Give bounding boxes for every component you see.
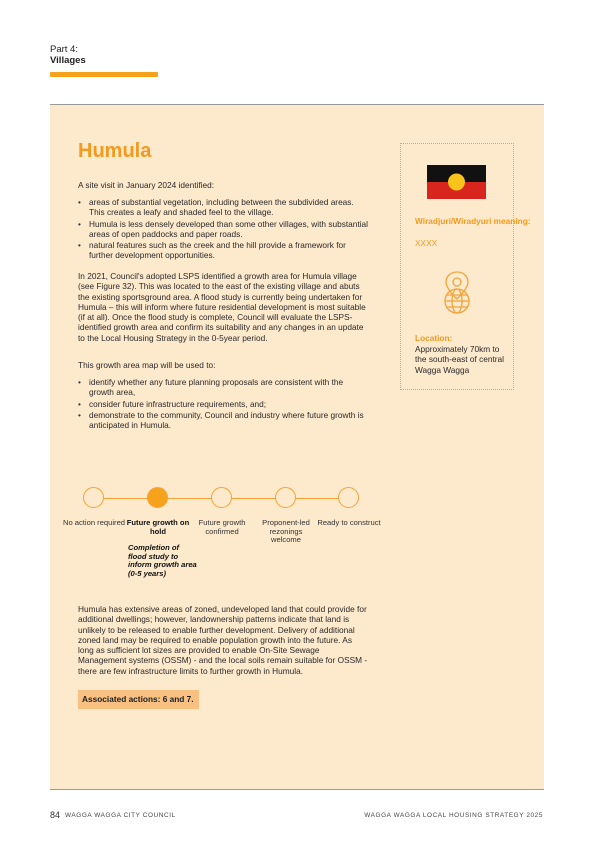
list-item: • Humula is less densely developed than some other villages, with substantial areas of open paddocks and paper roads. [78, 219, 370, 240]
list-item: • demonstrate to the community, Council and industry where future growth is anticipated in Humula. [78, 410, 370, 431]
globe-pin-icon [437, 268, 477, 318]
growth-stage-timeline [62, 484, 381, 584]
zoning-paragraph: Humula has extensive areas of zoned, undeveloped land that could provide for additional dwellings; however, landownership patterns indicate that land is unlikely to be released to enable further development. Delivery of additional zoned land may be required to enable population growth into the future. As long as sufficient lot sizes are provided to enable On-Site Sewage Management systems (OSSM) - and the local soils remain suitable for OSSM - there are few infrastructure limits to further growth in Humula. [78, 604, 368, 676]
stage-node-no-action [83, 487, 104, 508]
aboriginal-flag-icon [427, 165, 486, 199]
part-title: Villages [50, 55, 86, 66]
page-number: 84 [50, 810, 61, 820]
page-title: Humula [78, 140, 152, 162]
stage-node-rezonings [275, 487, 296, 508]
location-value: Approximately 70km to the south-east of central Wagga Wagga [415, 344, 505, 375]
footer-document-title: WAGGA WAGGA LOCAL HOUSING STRATEGY 2025 [364, 812, 543, 819]
stage-node-confirmed [211, 487, 232, 508]
stage-label: Future growth on hold [126, 518, 190, 536]
stage-label: Ready to construct [317, 518, 381, 527]
footer-council: WAGGA WAGGA CITY COUNCIL [65, 812, 176, 819]
associated-actions-badge: Associated actions: 6 and 7. [78, 690, 199, 709]
list-item: • identify whether any future planning proposals are consistent with the growth area, [78, 377, 370, 398]
part-heading [50, 44, 86, 66]
section-accent-bar [50, 72, 158, 77]
intro-text: A site visit in January 2024 identified: [78, 180, 215, 190]
meaning-value: XXXX [415, 238, 438, 248]
map-use-intro: This growth area map will be used to: [78, 360, 216, 370]
stage-note: Completion of flood study to inform growth area (0-5 years) [128, 543, 197, 578]
meaning-label: Wiradjuri/Wiradyuri meaning: [415, 216, 531, 226]
bottom-divider [50, 789, 544, 790]
stage-node-on-hold [147, 487, 168, 508]
stage-node-ready [338, 487, 359, 508]
part-number: Part 4: [50, 44, 78, 55]
uses-list [78, 377, 370, 431]
stage-label: Future growth confirmed [198, 518, 246, 536]
stage-label: Proponent-led rezonings welcome [262, 518, 310, 545]
list-item: • areas of substantial vegetation, including between the subdivided areas. This creates a leafy and shaded feel to the village. [78, 197, 370, 218]
growth-paragraph: In 2021, Council's adopted LSPS identified a growth area for Humula village (see Figure 32). This was located to the east of the existing village and abuts the existing sportsground area. A flood study is currently being undertaken for Humula – this will inform where future residential development is most suitable (if at all). Once the flood study is complete, Council will evaluate the LSPS-identified growth area and confirm its suitability and any changes in an update to the Local Housing Strategy in the 0-5year period. [78, 271, 366, 343]
stage-label: No action required [62, 518, 126, 527]
list-item: • consider future infrastructure requirements, and; [78, 399, 370, 409]
findings-list [78, 197, 370, 262]
location-label: Location: [415, 333, 453, 343]
list-item: • natural features such as the creek and the hill provide a framework for further development opportunities. [78, 240, 370, 261]
